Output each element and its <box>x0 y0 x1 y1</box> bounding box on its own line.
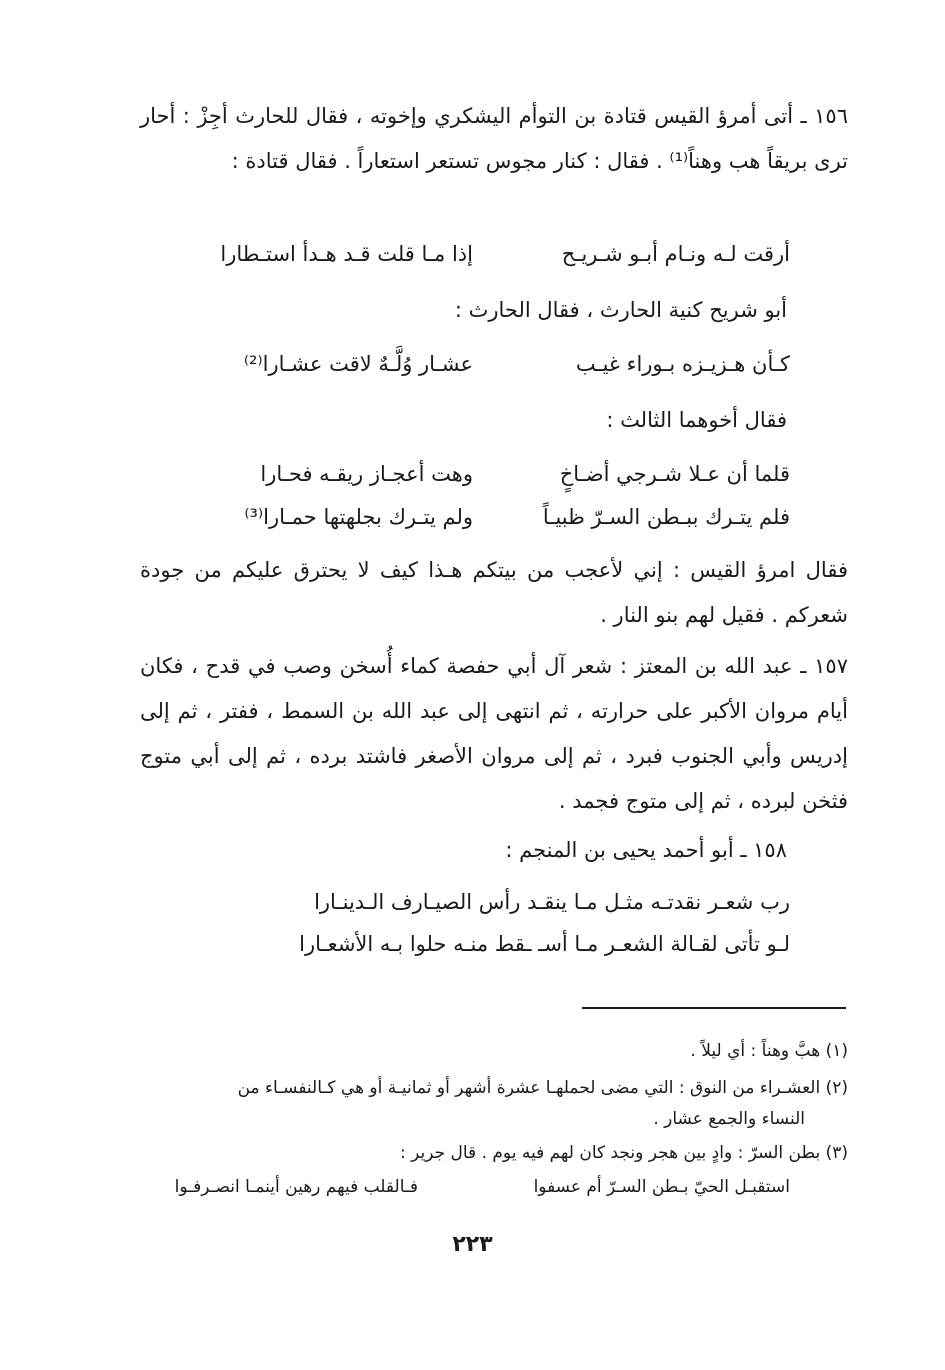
footnote-3-verse-first-hemistich: استقبـل الحيّ بـطن السـرّ أم عسفوا <box>533 1177 790 1197</box>
page-number: ٢٢٣ <box>452 1232 493 1257</box>
verse-3-second-hemistich: وهت أعجـاز ريقـه فحـارا <box>260 462 473 486</box>
verse-1 <box>140 232 848 277</box>
paragraph-imru-al-qais: فقال امرؤ القيس : إني لأعجب من بيتكم هـذا كيف لا يحترق عليكم من جودة شعركم . فقيل لهم بنو النار . <box>140 558 848 627</box>
footnote-3-verse <box>140 1171 848 1203</box>
footnote-2-continuation: النساء والجمع عشار . <box>653 1109 805 1129</box>
footnote-3: (٣) بطن السرّ : وادٍ بين هجر ونجد كان لهم فيه يوم . قال جرير : <box>399 1143 848 1163</box>
verse-6 <box>140 922 848 967</box>
verse-5-text: رب شعـر نقدتـه مثـل مـا ينقـد رأس الصيـارف الـدينـارا <box>314 890 790 914</box>
verse-3-first-hemistich: قلما أن عـلا شـرجي أضـاخٍ <box>559 462 790 486</box>
harith-intro: أبو شريح كنية الحارث ، فقال الحارث : <box>454 298 787 322</box>
verse-1-second-hemistich: إذا مـا قلت قـد هـدأ استـطارا <box>220 242 473 266</box>
verse-2 <box>140 342 848 387</box>
footnote-3-verse-second-hemistich: فـالقلب فيهم رهين أينمـا انصـرفـوا <box>174 1177 418 1197</box>
footnote-divider <box>582 1007 846 1009</box>
footnote-1: (١) هبَّ وهناً : أي ليلاً . <box>690 1041 848 1061</box>
verse-4-first-hemistich: فلم يتـرك ببـطن السـرّ ظبيـاً <box>542 505 790 529</box>
verse-6-text: لـو تأتى لقـالة الشعـر مـا أسـ ـقط منـه حلوا بـه الأشعـارا <box>299 932 790 956</box>
paragraph-157: ١٥٧ ـ عبد الله بن المعتز : شعر آل أبي حفصة كماء أُسخن وصب في قدح ، فكان أيام مروان الأكبر على حرارته ، ثم انتهى إلى عبد الله بن السمط ، ففتر ، ثم إلى إدريس وأبي الجنوب فبرد ، ثم إلى مروان الأصغر فاشتد برده ، ثم إلى أبي متوج فثخن لبرده ، ثم إلى متوج فجمد . <box>140 654 848 813</box>
verse-4 <box>140 495 848 540</box>
verse-2-first-hemistich: كـأن هـزيـزه بـوراء غيـب <box>575 352 790 376</box>
verse-5 <box>140 880 848 925</box>
verse-2-second-hemistich: عشـار وُلَّـهٌ لاقت عشـارا⁽²⁾ <box>243 352 473 376</box>
third-brother-intro: فقال أخوهما الثالث : <box>606 408 787 432</box>
footnote-2: (٢) العشـراء من النوق : التي مضى لحملهـا عشرة أشهر أو ثمانيـة أو هي كـالنفسـاء من <box>237 1078 848 1098</box>
verse-3 <box>140 452 848 497</box>
paragraph-156: ١٥٦ ـ أتى أمرؤ القيس قتادة بن التوأم اليشكري وإخوته ، فقال للحارث أجِزْ : أحار ترى بريقاً هب وهناً⁽¹⁾ . فقال : كنار مجوس تستعر استعاراً . فقال قتادة : <box>140 104 848 173</box>
paragraph-158: ١٥٨ ـ أبو أحمد يحيى بن المنجم : <box>505 838 787 862</box>
verse-1-first-hemistich: أرقت لـه ونـام أبـو شـريـح <box>561 242 790 266</box>
verse-4-second-hemistich: ولم يتـرك بجلهتها حمـارا⁽³⁾ <box>244 505 473 529</box>
